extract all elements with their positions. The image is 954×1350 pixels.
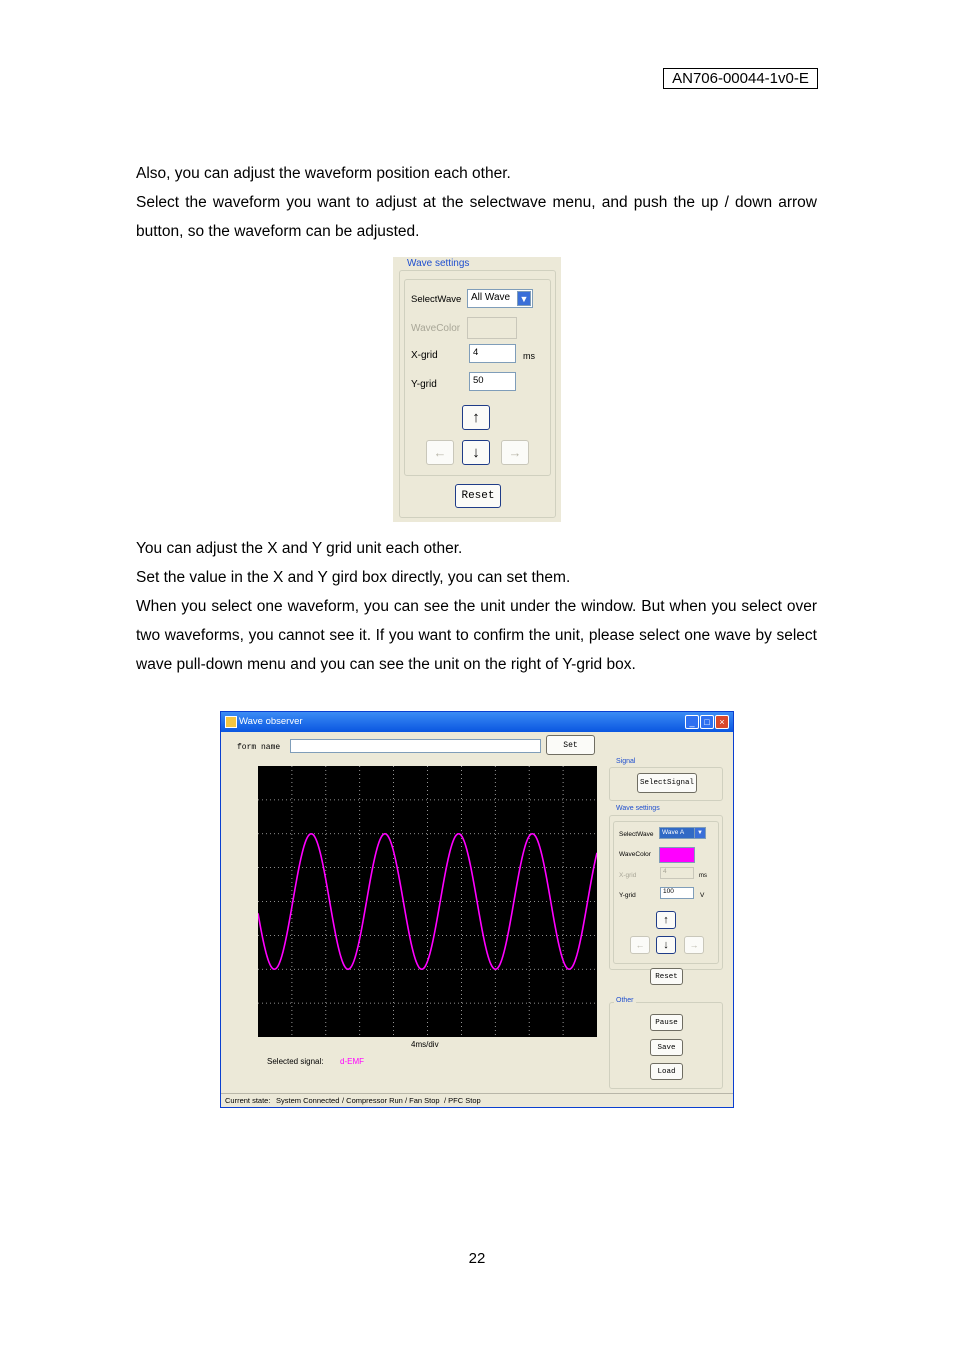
status-item: / Compressor Run	[342, 1096, 403, 1105]
title-bar[interactable]	[221, 712, 733, 732]
chevron-down-icon[interactable]: ▼	[517, 291, 531, 306]
select-wave-value: All Wave	[471, 292, 511, 303]
pause-button[interactable]: Pause	[650, 1014, 683, 1031]
window-chevron-down-icon[interactable]: ▼	[694, 827, 706, 839]
window-title: Wave observer	[239, 716, 303, 727]
move-up-button[interactable]	[462, 405, 490, 430]
close-icon[interactable]: ×	[715, 715, 729, 729]
app-icon	[225, 716, 237, 728]
signal-group-title: Signal	[616, 758, 636, 765]
form-name-input[interactable]	[290, 739, 541, 753]
wave-settings-panel	[393, 257, 561, 522]
window-select-wave-label: SelectWave	[619, 831, 654, 838]
status-item: / PFC Stop	[444, 1096, 481, 1105]
status-item: System Connected	[276, 1096, 340, 1105]
window-move-up-button[interactable]	[656, 911, 676, 929]
paragraph-4: Set the value in the X and Y gird box directly, you can set them.	[136, 569, 571, 586]
selected-signal-label: Selected signal:	[267, 1057, 324, 1066]
window-move-left-button[interactable]	[630, 936, 650, 954]
window-y-grid-label: Y-grid	[619, 892, 636, 899]
status-item: / Fan Stop	[405, 1096, 440, 1105]
up-arrow-icon: ↑	[472, 409, 480, 426]
set-button[interactable]: Set	[546, 735, 595, 755]
move-left-button[interactable]	[426, 440, 454, 465]
window-move-right-button[interactable]	[684, 936, 704, 954]
other-group-title: Other	[616, 997, 634, 1004]
window-right-arrow-icon: →	[689, 940, 699, 950]
load-button[interactable]: Load	[650, 1063, 683, 1080]
paragraph-1: Also, you can adjust the waveform position each other.	[136, 165, 511, 182]
paragraph-2: Select the waveform you want to adjust at the selectwave menu, and push the up / down arrow button, so the waveform can be adjusted.	[136, 194, 817, 240]
x-grid-unit: ms	[523, 351, 535, 361]
wave-color-swatch[interactable]	[467, 317, 517, 339]
window-move-down-button[interactable]	[656, 936, 676, 954]
x-grid-input[interactable]: 4	[469, 344, 516, 363]
y-grid-input[interactable]: 50	[469, 372, 516, 391]
down-arrow-icon: ↓	[472, 444, 480, 461]
window-left-arrow-icon: ←	[635, 940, 645, 950]
select-signal-button[interactable]: SelectSignal	[637, 773, 697, 793]
form-name-label: form name	[237, 743, 281, 752]
window-x-grid-label: X-grid	[619, 872, 637, 879]
window-down-arrow-icon: ↓	[663, 939, 669, 951]
y-grid-label: Y-grid	[411, 379, 437, 390]
paragraph-3: You can adjust the X and Y grid unit each other.	[136, 540, 463, 557]
window-up-arrow-icon: ↑	[663, 914, 669, 926]
save-button[interactable]: Save	[650, 1039, 683, 1056]
window-wave-settings-title: Wave settings	[616, 805, 660, 812]
move-down-button[interactable]	[462, 440, 490, 465]
window-x-grid-input[interactable]: 4	[660, 867, 694, 879]
selected-signal-value: d-EMF	[340, 1057, 364, 1066]
select-wave-label: SelectWave	[411, 294, 462, 305]
window-reset-button[interactable]: Reset	[650, 968, 683, 985]
wave-observer-window	[220, 711, 734, 1108]
reset-button[interactable]: Reset	[455, 484, 501, 508]
x-grid-label: X-grid	[411, 350, 438, 361]
window-y-grid-unit: V	[700, 892, 705, 899]
status-label: Current state:	[225, 1096, 271, 1105]
left-arrow-icon: ←	[433, 445, 447, 460]
paragraph-5: When you select one waveform, you can see the unit under the window. But when you select over two waveforms, you cannot see it. If you want to confirm the unit, please select one wave by select wave pull-down menu and you can see the unit on the right of Y-grid box.	[136, 598, 817, 673]
x-axis-label: 4ms/div	[411, 1040, 439, 1049]
minimize-icon[interactable]: _	[685, 715, 699, 729]
window-wave-color-swatch[interactable]	[659, 847, 695, 863]
wave-settings-title: Wave settings	[407, 258, 470, 269]
oscilloscope-display	[258, 766, 597, 1037]
document-id: AN706-00044-1v0-E	[663, 68, 818, 89]
move-right-button[interactable]	[501, 440, 529, 465]
right-arrow-icon: →	[508, 445, 522, 460]
window-wave-color-label: WaveColor	[619, 851, 651, 858]
page-number: 22	[468, 1250, 486, 1267]
window-x-grid-unit: ms	[699, 873, 707, 879]
window-y-grid-input[interactable]: 100	[660, 887, 694, 899]
wave-color-label: WaveColor	[411, 323, 461, 334]
status-bar	[221, 1093, 733, 1108]
window-select-wave-value: Wave A	[662, 829, 685, 836]
maximize-icon[interactable]: □	[700, 715, 714, 729]
waveform-plot	[258, 766, 597, 1037]
